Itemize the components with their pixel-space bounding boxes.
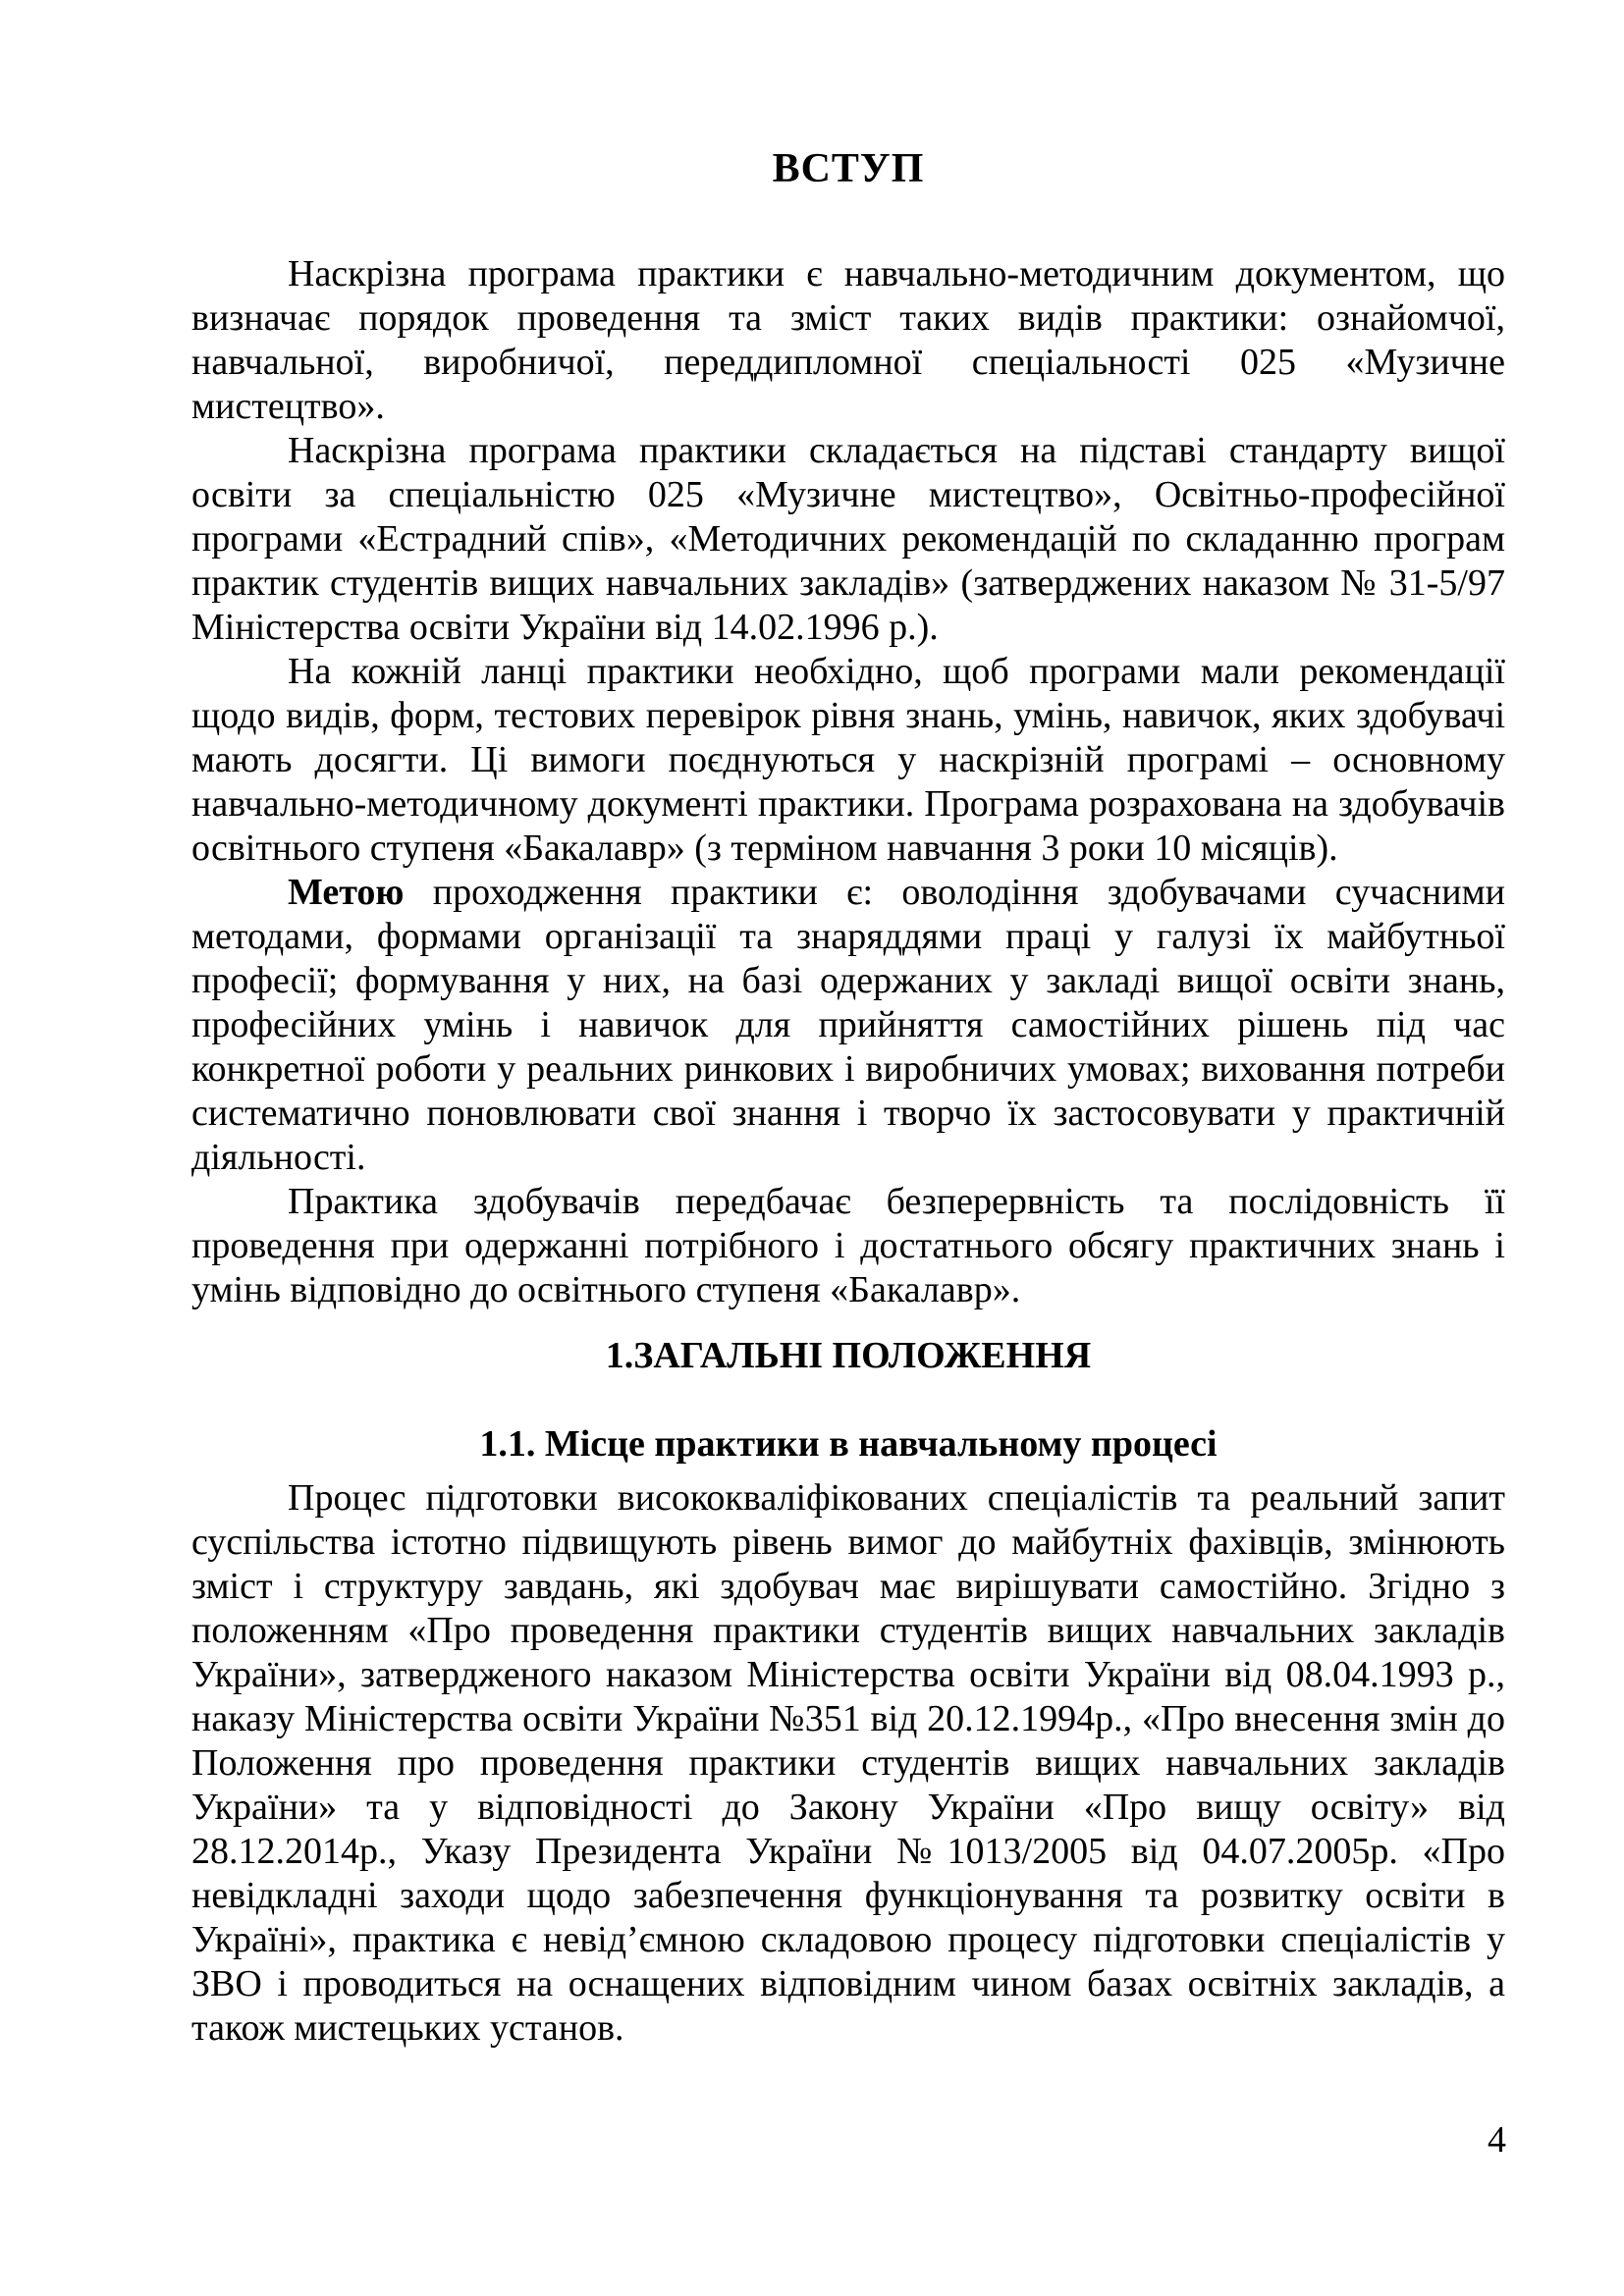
goal-paragraph-text: проходження практики є: оволодіння здобувачами сучасними методами, формами організації та знаряддями праці у галузі їх майбутньої професії; формування у них, на базі одержаних у закладі вищої освіти знань, професійних умінь і навичок для прийняття самостійних рішень під час конкретної роботи у реальних ринкових і виробничих умовах; виховання потреби систематично поновлювати свої знання і творчо їх застосовувати у практичній діяльності. <box>191 872 1505 1178</box>
paragraph-goal <box>191 871 1505 1180</box>
section-heading-general-provisions: 1.ЗАГАЛЬНІ ПОЛОЖЕННЯ <box>605 1335 1092 1376</box>
paragraph-intro-1: Наскрізна програма практики є навчально-методичним документом, що визначає порядок проведення та зміст таких видів практики: ознайомчої, навчальної, виробничої, переддипломної спеціальності 025 «Музичне мистецтво». <box>191 253 1505 427</box>
goal-lead-word: Метою <box>288 872 405 913</box>
paragraph-intro-5: Практика здобувачів передбачає безперервність та послідовність її проведення при одержанні потрібного і достатнього обсягу практичних знань і умінь відповідно до освітнього ступеня «Бакалавр». <box>191 1181 1505 1310</box>
subsection-heading-place-of-practice: 1.1. Місце практики в навчальному процесі <box>479 1423 1218 1465</box>
page-title: ВСТУП <box>772 146 925 191</box>
page-number: 4 <box>1488 2119 1506 2161</box>
paragraph-section-1: Процес підготовки висококваліфікованих спеціалістів та реальний запит суспільства істотно підвищують рівень вимог до майбутніх фахівців, змінюють зміст і структуру завдань, які здобувач має вирішувати самостійно. Згідно з положенням «Про проведення практики студентів вищих навчальних закладів України», затвердженого наказом Міністерства освіти України від 08.04.1993 р., наказу Міністерства освіти України №351 від 20.12.1994р., «Про внесення змін до Положення про проведення практики студентів вищих навчальних закладів України» та у відповідності до Закону України «Про вищу освіту» від 28.12.2014р., Указу Президента України №1013/2005 від 04.07.2005р. «Про невідкладні заходи щодо забезпечення функціонування та розвитку освіти в Україні», практика є невід’ємною складовою процесу підготовки спеціалістів у ЗВО і проводиться на оснащених відповідним чином базах освітніх закладів, а також мистецьких установ. <box>191 1477 1505 2049</box>
paragraph-intro-3: На кожній ланці практики необхідно, щоб програми мали рекомендації щодо видів, форм, тестових перевірок рівня знань, умінь, навичок, яких здобувачі мають досягти. Ці вимоги поєднуються у наскрізній програмі – основному навчально-методичному документі практики. Програма розрахована на здобувачів освітнього ступеня «Бакалавр» (з терміном навчання 3 роки 10 місяців). <box>191 651 1505 869</box>
paragraph-intro-2: Наскрізна програма практики складається на підставі стандарту вищої освіти за спеціальністю 025 «Музичне мистецтво», Освітньо-професійної програми «Естрадний спів», «Методичних рекомендацій по складанню програм практик студентів вищих навчальних закладів» (затверджених наказом № 31-5/97 Міністерства освіти України від 14.02.1996 р.). <box>191 430 1505 648</box>
